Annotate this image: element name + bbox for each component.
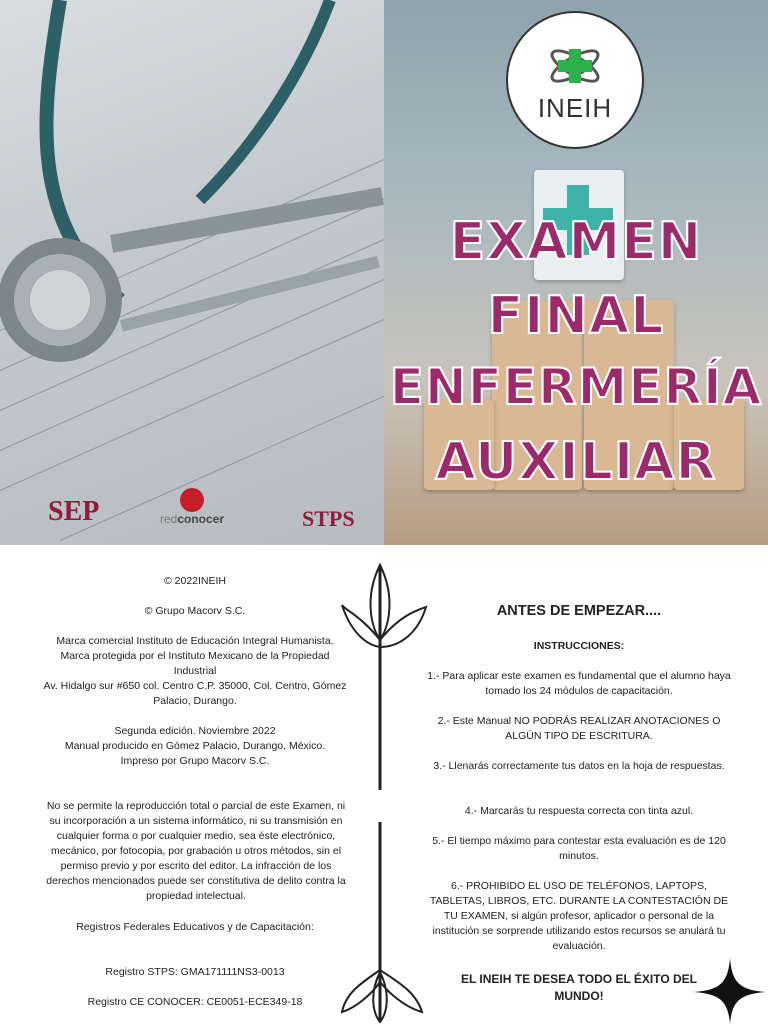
instructions-heading: ANTES DE EMPEZAR.... [496, 603, 662, 619]
instruction-item: 2.- Este Manual NO PODRÁS REALIZAR ANOTACIONES O ALGÚN TIPO DE ESCRITURA. [437, 715, 721, 742]
stps-logo: STPS [302, 506, 355, 531]
registro-stps: Registro STPS: GMA171111NS3-0013 [105, 966, 285, 978]
instruction-item: 3.- Llenarás correctamente tus datos en la hoja de respuestas. [433, 760, 725, 772]
title-line-3: ENFERMERÍA [389, 358, 763, 416]
title-line-4: AUXILIAR [435, 432, 717, 492]
sep-logo: SEP [48, 496, 100, 527]
ineih-logo [506, 11, 644, 149]
instruction-item: 6.- PROHIBIDO EL USO DE TELÉFONOS, LAPTOPS, TABLETAS, LIBROS, ETC. DURANTE LA CONTESTACIÓN DE TU EXAMEN, si algún profesor, aplicador o personal de la institución se sorprende utilizando estos recursos se anulará tu evaluación. [429, 880, 729, 952]
edition-paragraph: Segunda edición. Noviembre 2022 Manual producido en Gómez Palacio, Durango, México. Impreso por Grupo Macorv S.C. [64, 725, 326, 767]
stethoscope-icon [0, 0, 384, 545]
instructions-subheading: INSTRUCCIONES: [533, 640, 625, 652]
conocer-logo: redconocer [160, 512, 225, 526]
legal-paragraph: No se permite la reproducción total o parcial de este Examen, ni su incorporación a un sistema informático, ni su transmisión en cualquier forma o por cualquier medio, sea éste electrónico, mecánico, por fotocopia, por grabación u otros métodos, sin el permiso previo y por escrito del editor. La infracción de los derechos mencionados puede ser constitutiva de delito contra la propiedad intelectual. [46, 800, 346, 902]
cover-photo-stethoscope [0, 0, 384, 545]
copyright-ineih: © 2022INEIH [163, 575, 226, 587]
logo-text: INEIH [537, 93, 613, 123]
registro-conocer: Registro CE CONOCER: CE0051-ECE349-18 [87, 996, 303, 1008]
brand-paragraph: Marca comercial Instituto de Educación Integral Humanista. Marca protegida por el Instituto Mexicano de la Propiedad Industrial Av. Hidalgo sur #650 col. Centro C.P. 35000, Col. Centro, Gómez Palacio, Durango. [43, 635, 347, 707]
instruction-item: 4.- Marcarás tu respuesta correcta con tinta azul. [464, 805, 694, 817]
plant-divider-top-icon [340, 555, 430, 795]
copyright-macorv: © Grupo Macorv S.C. [144, 605, 246, 617]
atom-cross-icon [545, 41, 605, 91]
instruction-item: 5.- El tiempo máximo para contestar esta evaluación es de 120 minutos. [432, 835, 726, 862]
plant-divider-bottom-icon [338, 822, 428, 1024]
instruction-item: 1.- Para aplicar este examen es fundamental que el alumno haya tomado los 24 módulos de capacitación. [427, 670, 731, 697]
conocer-logo-mark [180, 488, 204, 512]
title-line-1: EXAMEN [449, 212, 703, 272]
registros-title: Registros Federales Educativos y de Capacitación: [76, 921, 314, 933]
closing-message: EL INEIH TE DESEA TODO EL ÉXITO DEL MUNDO! [460, 972, 698, 1003]
title-line-2: FINAL [487, 286, 665, 346]
